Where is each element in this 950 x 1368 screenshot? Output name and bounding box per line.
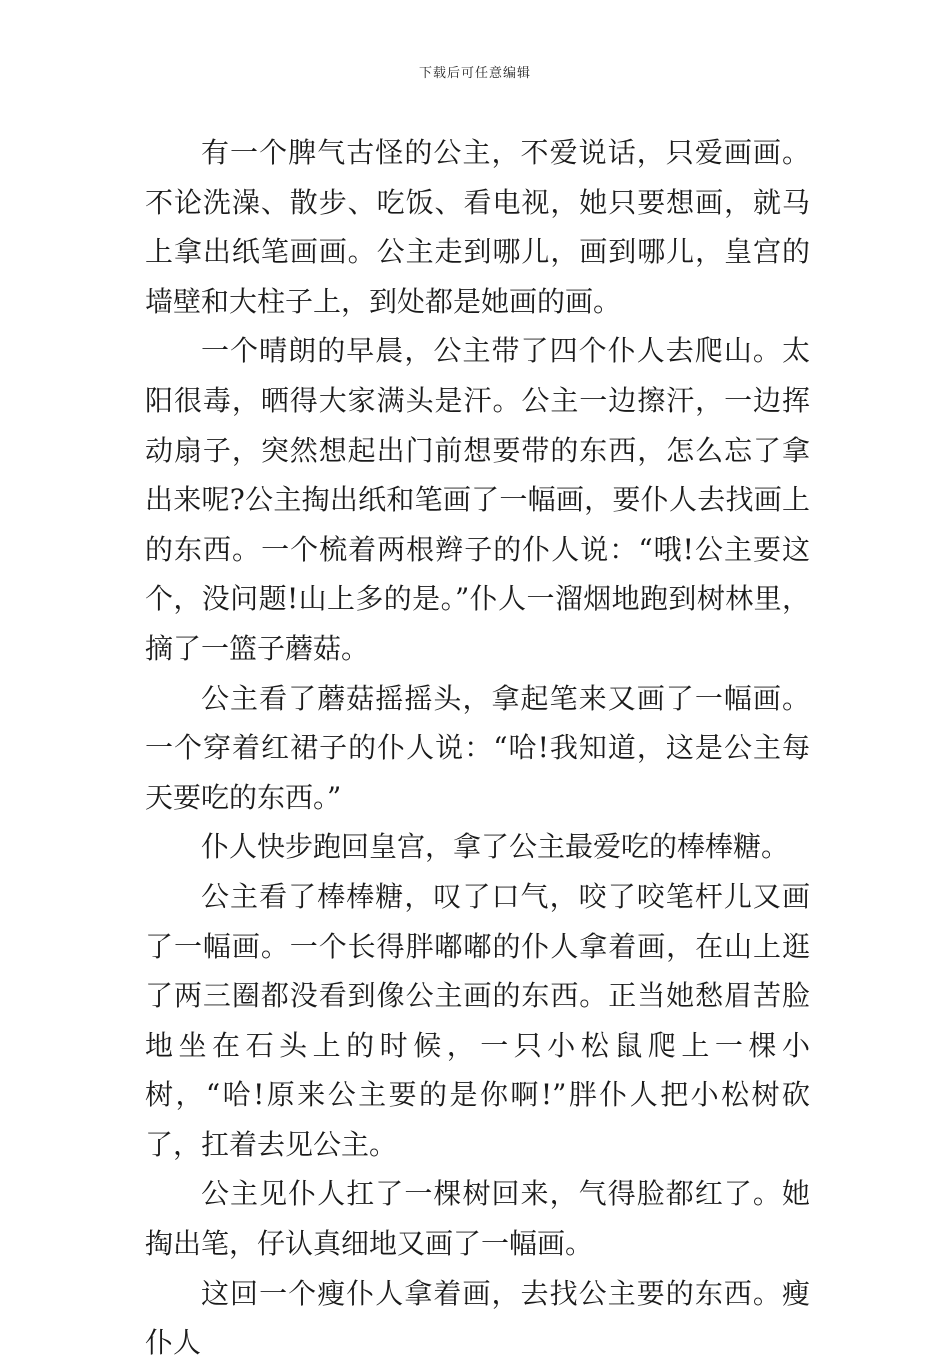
paragraph-7: 这回一个瘦仆人拿着画，去找公主要的东西。瘦仆人 bbox=[145, 1276, 810, 1360]
document-body bbox=[145, 128, 810, 1368]
paragraph-3: 公主看了蘑菇摇摇头，拿起笔来又画了一幅画。一个穿着红裙子的仆人说：“哈!我知道，这是公主每天要吃的东西。” bbox=[145, 681, 810, 814]
paragraph-6: 公主见仆人扛了一棵树回来，气得脸都红了。她掏出笔，仔认真细地又画了一幅画。 bbox=[145, 1177, 810, 1261]
page-header: 下载后可任意编辑 bbox=[418, 66, 531, 81]
paragraph-2: 一个晴朗的早晨，公主带了四个仆人去爬山。太阳很毒，晒得大家满头是汗。公主一边擦汗，一边挥动扇子，突然想起出门前想要带的东西，怎么忘了拿出来呢?公主掏出纸和笔画了一幅画，要仆人去找画上的东西。一个梳着两根辫子的仆人说：“哦!公主要这个，没问题!山上多的是。”仆人一溜烟地跑到树林里，摘了一篮子蘑菇。 bbox=[145, 334, 810, 665]
paragraph-4: 仆人快步跑回皇宫，拿了公主最爱吃的棒棒糖。 bbox=[201, 830, 790, 864]
paragraph-1: 有一个脾气古怪的公主，不爱说话，只爱画画。不论洗澡、散步、吃饭、看电视，她只要想画，就马上拿出纸笔画画。公主走到哪儿，画到哪儿，皇宫的墙壁和大柱子上，到处都是她画的画。 bbox=[145, 136, 810, 318]
paragraph-5: 公主看了棒棒糖，叹了口气，咬了咬笔杆儿又画了一幅画。一个长得胖嘟嘟的仆人拿着画，在山上逛了两三圈都没看到像公主画的东西。正当她愁眉苦脸地坐在石头上的时候，一只小松鼠爬上一棵小树，“哈!原来公主要的是你啊!”胖仆人把小松树砍了，扛着去见公主。 bbox=[145, 879, 810, 1161]
